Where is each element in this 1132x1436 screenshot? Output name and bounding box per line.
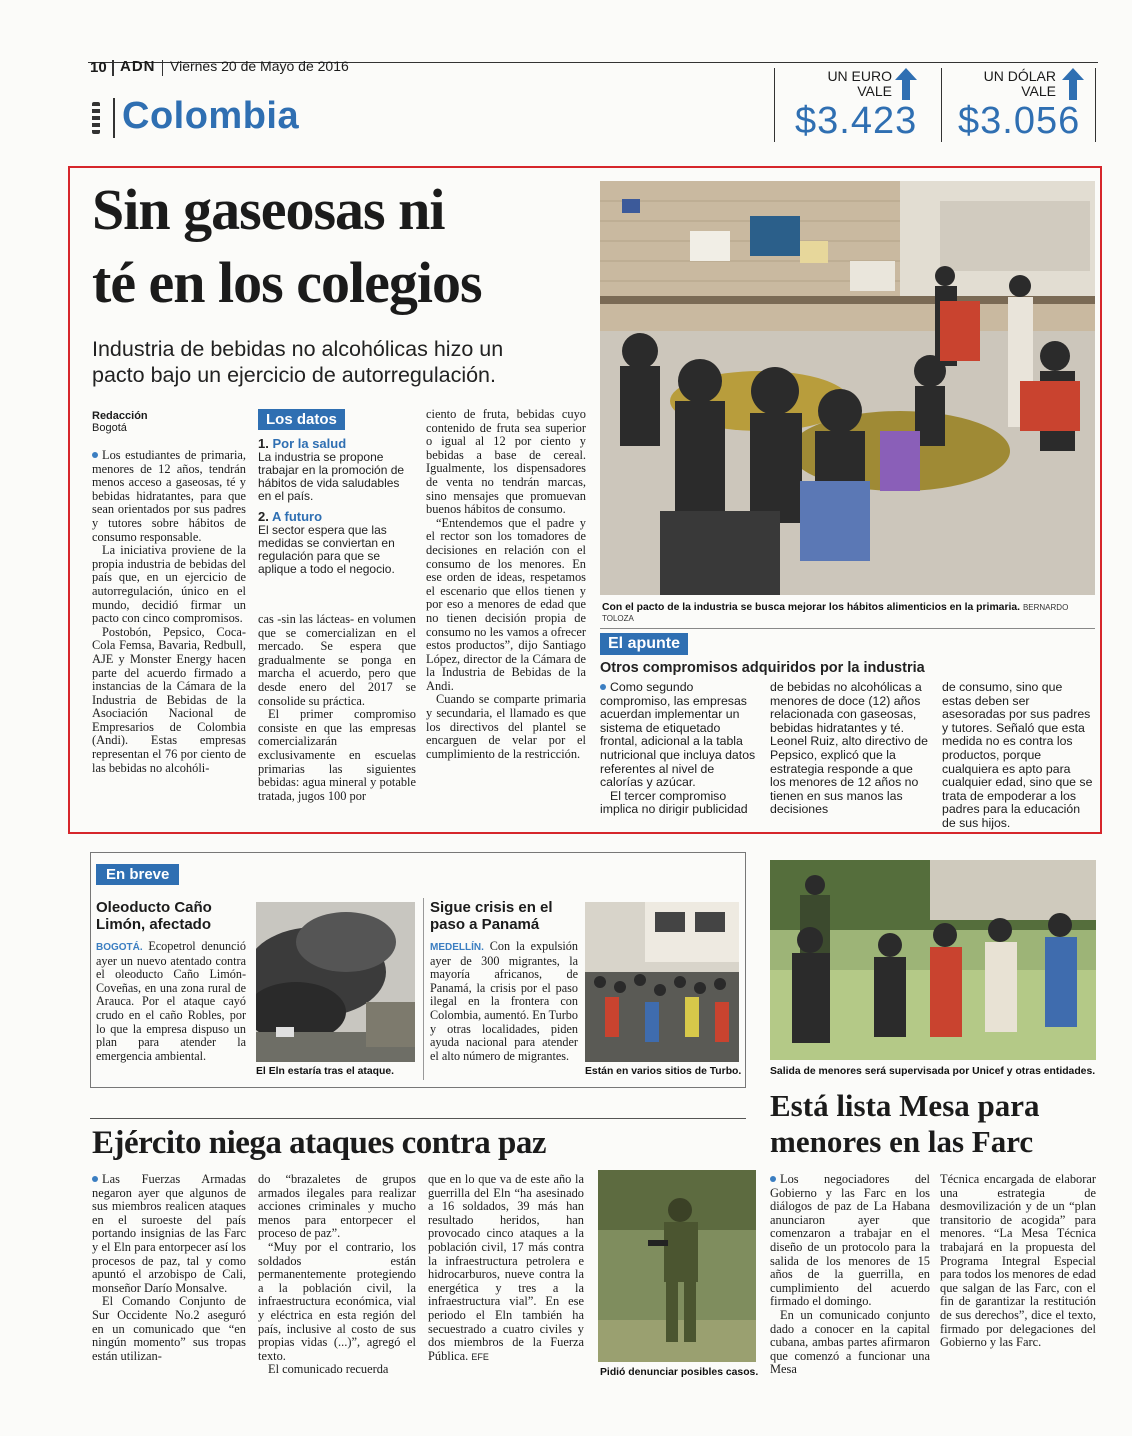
dolar-label-line2: VALE (1021, 83, 1056, 99)
soldier-illustration (598, 1170, 756, 1362)
apunte-rule (600, 628, 1095, 629)
main-subhead-line1: Industria de bebidas no alcohólicas hizo un (92, 337, 504, 361)
dato-2 (258, 509, 416, 524)
page-number-divider (112, 60, 114, 76)
euro-value: $3.423 (795, 100, 918, 142)
dato-1 (258, 436, 416, 451)
edition-date: Viernes 20 de Mayo de 2016 (170, 58, 349, 74)
farc-column-1 (770, 1173, 930, 1377)
pipeline-fire-photo (256, 902, 415, 1062)
main-headline-line2: té en los colegios (92, 250, 482, 315)
byline (92, 410, 148, 434)
classroom-photo-illustration (600, 181, 1095, 595)
main-col1-p3: Postobón, Pepsico, Coca-Cola Femsa, Bavaria, Redbull, AJE y Monster Energy hacen parte del acuerdo firmado a instancias de la Cámara de la Industria de Bebidas de la Asociación Nacional de Empresarios de Colombia (Andi). Estas empresas representan el 76 por ciento de las bebidas no alcohóli- (92, 624, 246, 775)
main-col1-p2: La iniciativa proviene de la propia industria de bebidas del país que, en un ejercicio de autorregulación, único en el mundo, decidió firmar un pacto con cinco compromisos. (92, 543, 246, 626)
dolar-up-arrow-icon (1062, 68, 1084, 100)
farc-col2-p1: Técnica encargada de elaborar una estrategia de desmovilización y de un “plan transitorio de acogida” para menores. “La Mesa Técnica trabajará en la propuesta del Programa Integral Especial para todos los menores de edad que salgan de las Farc, con el fin de garantizar la restitución de sus derechos”, dice el texto, firmado por delegaciones del Gobierno y las Farc. (940, 1172, 1096, 1350)
byline-city: Bogotá (92, 422, 127, 434)
dolar-value: $3.056 (958, 100, 1081, 142)
section-dots (92, 102, 100, 134)
migrants-photo (585, 902, 739, 1062)
dato-2-text: El sector espera que las medidas se conviertan en regulación para que se aplique a todo el negocio. (258, 523, 395, 576)
ejercito-col2-p1: do “brazaletes de grupos armados ilegales para realizar acciones criminales y mucho menos para entorpecer el proceso de paz”. (258, 1172, 416, 1241)
ejercito-column-2 (258, 1173, 416, 1377)
main-col3-p1: ciento de fruta, bebidas cuyo contenido de fruta sea superior o igual al 12 por ciento y bebidas a base de cereal. Igualmente, los dispensadores de venta no tendrán marcas, sino mensajes que promuevan buenos hábitos de consumo. (426, 407, 586, 517)
dolar-box-right-rule (1095, 68, 1096, 142)
breve-item2-city: MEDELLÍN. (430, 942, 484, 953)
farc-column-2 (940, 1173, 1096, 1350)
ejercito-top-rule (90, 1118, 746, 1119)
farc-minors-photo (770, 860, 1096, 1060)
farc-minors-illustration (770, 860, 1096, 1060)
classroom-photo-credit: BERNARDO TOLOZA (602, 603, 1069, 623)
euro-label-line2: VALE (857, 83, 892, 99)
ejercito-column-1 (92, 1173, 246, 1363)
apunte-column-2: de bebidas no alcohólicas a menores de doce (12) años relacionada con gaseosas, bebidas hidratantes y té. Leonel Ruiz, alto directivo de Pepsico, explicó que la estrategia responde a que los menores de 12 años no tienen en sus manos las decisiones (770, 680, 928, 817)
breve-item2-title-line2: paso a Panamá (430, 916, 540, 933)
breve-item1-text (96, 940, 246, 1063)
farc-bullet-dot-icon (770, 1176, 776, 1182)
classroom-photo (600, 181, 1095, 595)
page-number: 10 (90, 59, 107, 76)
main-col3-p3: Cuando se comparte primaria y secundaria, el llamado es que los directivos del plantel se encarguen de velar por el cumplimiento de la restricción. (426, 692, 586, 761)
breve-label: En breve (96, 864, 179, 885)
main-headline-line1: Sin gaseosas ni (92, 177, 445, 242)
apunte-title: Otros compromisos adquiridos por la industria (600, 660, 925, 676)
pipeline-fire-illustration (256, 902, 415, 1062)
euro-label-line1: UN EURO (827, 68, 892, 84)
apunte-bullet-dot-icon (600, 684, 606, 690)
apunte-col1-text-b: El tercer compromiso implica no dirigir publicidad (600, 788, 748, 817)
breve-item2-title-line1: Sigue crisis en el (430, 899, 553, 916)
euro-box-left-rule (774, 68, 775, 142)
ejercito-col1-p2: El Comando Conjunto de Sur Occidente No.2 aseguró en un comunicado que “en ningún momento” sus tropas están utilizan- (92, 1294, 246, 1363)
euro-label (800, 69, 892, 99)
breve-item2-body: Con la expulsión ayer de 300 migrantes, la mayoría africanos, de Panamá, la crisis por el paso ilegal en la frontera con Colombia, aumentó. En Turbo y otras localidades, piden ayuda nacional para atender el alto número de migrantes. (430, 939, 578, 1063)
breve-divider (423, 898, 424, 1080)
ejercito-col3-p1: que en lo que va de este año la guerrilla del Eln “ha asesinado a 16 soldados, 39 más han resultado heridos, han provocado cinco ataques a la población civil, 17 más contra la infraestructura petrolera e hidrocarburos, nueve contra la energética y tres a la infraestructura vial”. En ese periodo el Eln también ha secuestrado a cuatro civiles y dos miembros de la Fuerza Pública. (428, 1172, 584, 1363)
breve-item2-text (430, 940, 578, 1063)
main-col1-p1: Los estudiantes de primaria, menores de 12 años, tendrán menos acceso a gaseosas, té y bebidas hidratantes, para que sean orientados por sus padres y tutores sobre hábitos de consumo responsable. (92, 448, 246, 544)
ejercito-col1-p1: Las Fuerzas Armadas negaron ayer que algunos de sus miembros realicen ataques en el suroeste del país portando insignias de las Farc y el Eln para entorpecer así los procesos de paz, tal y como apuntó el arzobispo de Cali, monseñor Darío Monsalve. (92, 1172, 246, 1295)
farc-headline (770, 1088, 1100, 1160)
apunte-col1-text: Como segundo compromiso, las empresas acuerdan implementar un sistema de etiquetado frontal, adicional a la tabla nutricional que incluya datos referentes al nivel de calorías y azúcar. (600, 680, 756, 790)
dolar-label (960, 69, 1056, 99)
soldier-photo (598, 1170, 756, 1362)
dato-1-title: Por la salud (272, 436, 347, 451)
ejercito-col2-p3: El comunicado recuerda (268, 1362, 389, 1377)
currency-divider (941, 68, 942, 142)
main-col3-p2: “Entendemos que el padre y el rector son los tomadores de decisiones en relación con el consumo de los menores. En ese orden de ideas, respetamos el escenario que ellos tienen y por eso a menores de edad que no tienen decisión propia de consumo no les vamos a ofrecer estos productos”, dijo Santiago López, director de la Cámara de la Industria de Bebidas de la Andi. (426, 515, 586, 693)
apunte-column-1 (600, 681, 758, 817)
farc-col1-p2: En un comunicado conjunto dado a conocer en la capital cubana, ambas partes afirmaron que comenzó a funcionar una Mesa (770, 1307, 930, 1377)
main-column-2 (258, 613, 416, 803)
breve-item1-title-line2: Limón, afectado (96, 916, 212, 933)
ejercito-headline: Ejército niega ataques contra paz (92, 1125, 546, 1161)
breve-item1-body: Ecopetrol denunció ayer un nuevo atentado contra el oleoducto Caño Limón-Coveñas, en una zona rural de Arauca. Por el ataque cayó crudo en el caño Robles, por lo que la empresa dispuso un plan para atender la emergencia ambiental. (96, 939, 246, 1063)
farc-headline-line2: menores en las Farc (770, 1124, 1034, 1159)
dato-2-title: A futuro (271, 509, 323, 524)
main-col2-p1: cas -sin las lácteas- en volumen que se comercializan en el mercado. Se espera que gradualmente se ponga en marcha el acuerdo, pero que desde enero del 2017 se consolide su práctica. (258, 612, 416, 708)
ejercito-agency: EFE (471, 1351, 489, 1362)
ejercito-col2-p2: “Muy por el contrario, los soldados están permanentemente protegiendo a la población civil, la infraestructura económica, vial y eléctrica en esta región del país, inclusive al costo de sus propias vidas (...)”, agregó el texto. (258, 1239, 416, 1363)
breve-item1-title-line1: Oleoducto Caño (96, 899, 212, 916)
main-col2-p2: El primer compromiso consiste en que las empresas comercializarán exclusivamente en escuelas primarias las siguientes bebidas: agua mineral y potable tratada, jugos 100 por (258, 707, 416, 803)
farc-col1-p1: Los negociadores del Gobierno y las Farc en los diálogos de paz de La Habana anunciaron ayer que comenzaron a trabajar en el diseño de un protocolo para la salida de los menores de 15 años de la guerrilla, en cumplimiento del acuerdo firmado el domingo. (770, 1172, 930, 1309)
classroom-caption-text: Con el pacto de la industria se busca mejorar los hábitos alimenticios en la primaria. (602, 602, 1021, 613)
soldier-photo-caption: Pidió denunciar posibles casos. (600, 1367, 759, 1378)
datos-title: Los datos (258, 409, 345, 430)
datos-box (258, 409, 416, 599)
dato-1-text: La industria se propone trabajar en la promoción de hábitos de vida saludables en el país. (258, 450, 405, 503)
main-headline (92, 177, 592, 315)
apunte-column-3: de consumo, sino que estas deben ser asesoradas por sus padres y tutores. Señaló que esta medida no es contra los productos, porque cualquiera es apto para cualquier edad, sino que se trata de empoderar a los padres para la educación de sus hijos. (942, 680, 1093, 830)
dato-2-number: 2. (258, 509, 269, 524)
ejercito-bullet-dot-icon (92, 1176, 98, 1182)
pipeline-fire-caption: El Eln estaría tras el ataque. (256, 1066, 395, 1077)
migrants-caption: Están en varios sitios de Turbo. (585, 1066, 742, 1077)
main-subhead (92, 336, 592, 388)
main-column-3 (426, 408, 586, 761)
farc-headline-line1: Está lista Mesa para (770, 1088, 1040, 1123)
ejercito-column-3 (428, 1173, 584, 1364)
date-divider (162, 60, 163, 76)
adn-logo: ADN (120, 58, 156, 75)
migrants-illustration (585, 902, 739, 1062)
breve-item1-city: BOGOTÁ. (96, 942, 143, 953)
euro-up-arrow-icon (895, 68, 917, 100)
section-title: Colombia (122, 95, 300, 137)
section-divider (113, 98, 115, 138)
apunte-label: El apunte (600, 633, 688, 655)
byline-author: Redacción (92, 410, 148, 422)
classroom-photo-caption (602, 602, 1097, 624)
breve-item1-title (96, 899, 256, 933)
bullet-dot-icon (92, 452, 98, 458)
farc-minors-caption: Salida de menores será supervisada por Unicef y otras entidades. (770, 1066, 1096, 1077)
dolar-label-line1: UN DÓLAR (983, 68, 1056, 84)
dato-1-number: 1. (258, 436, 269, 451)
breve-item2-title (430, 899, 580, 933)
main-column-1 (92, 449, 246, 775)
main-subhead-line2: pacto bajo un ejercicio de autorregulación. (92, 363, 496, 387)
